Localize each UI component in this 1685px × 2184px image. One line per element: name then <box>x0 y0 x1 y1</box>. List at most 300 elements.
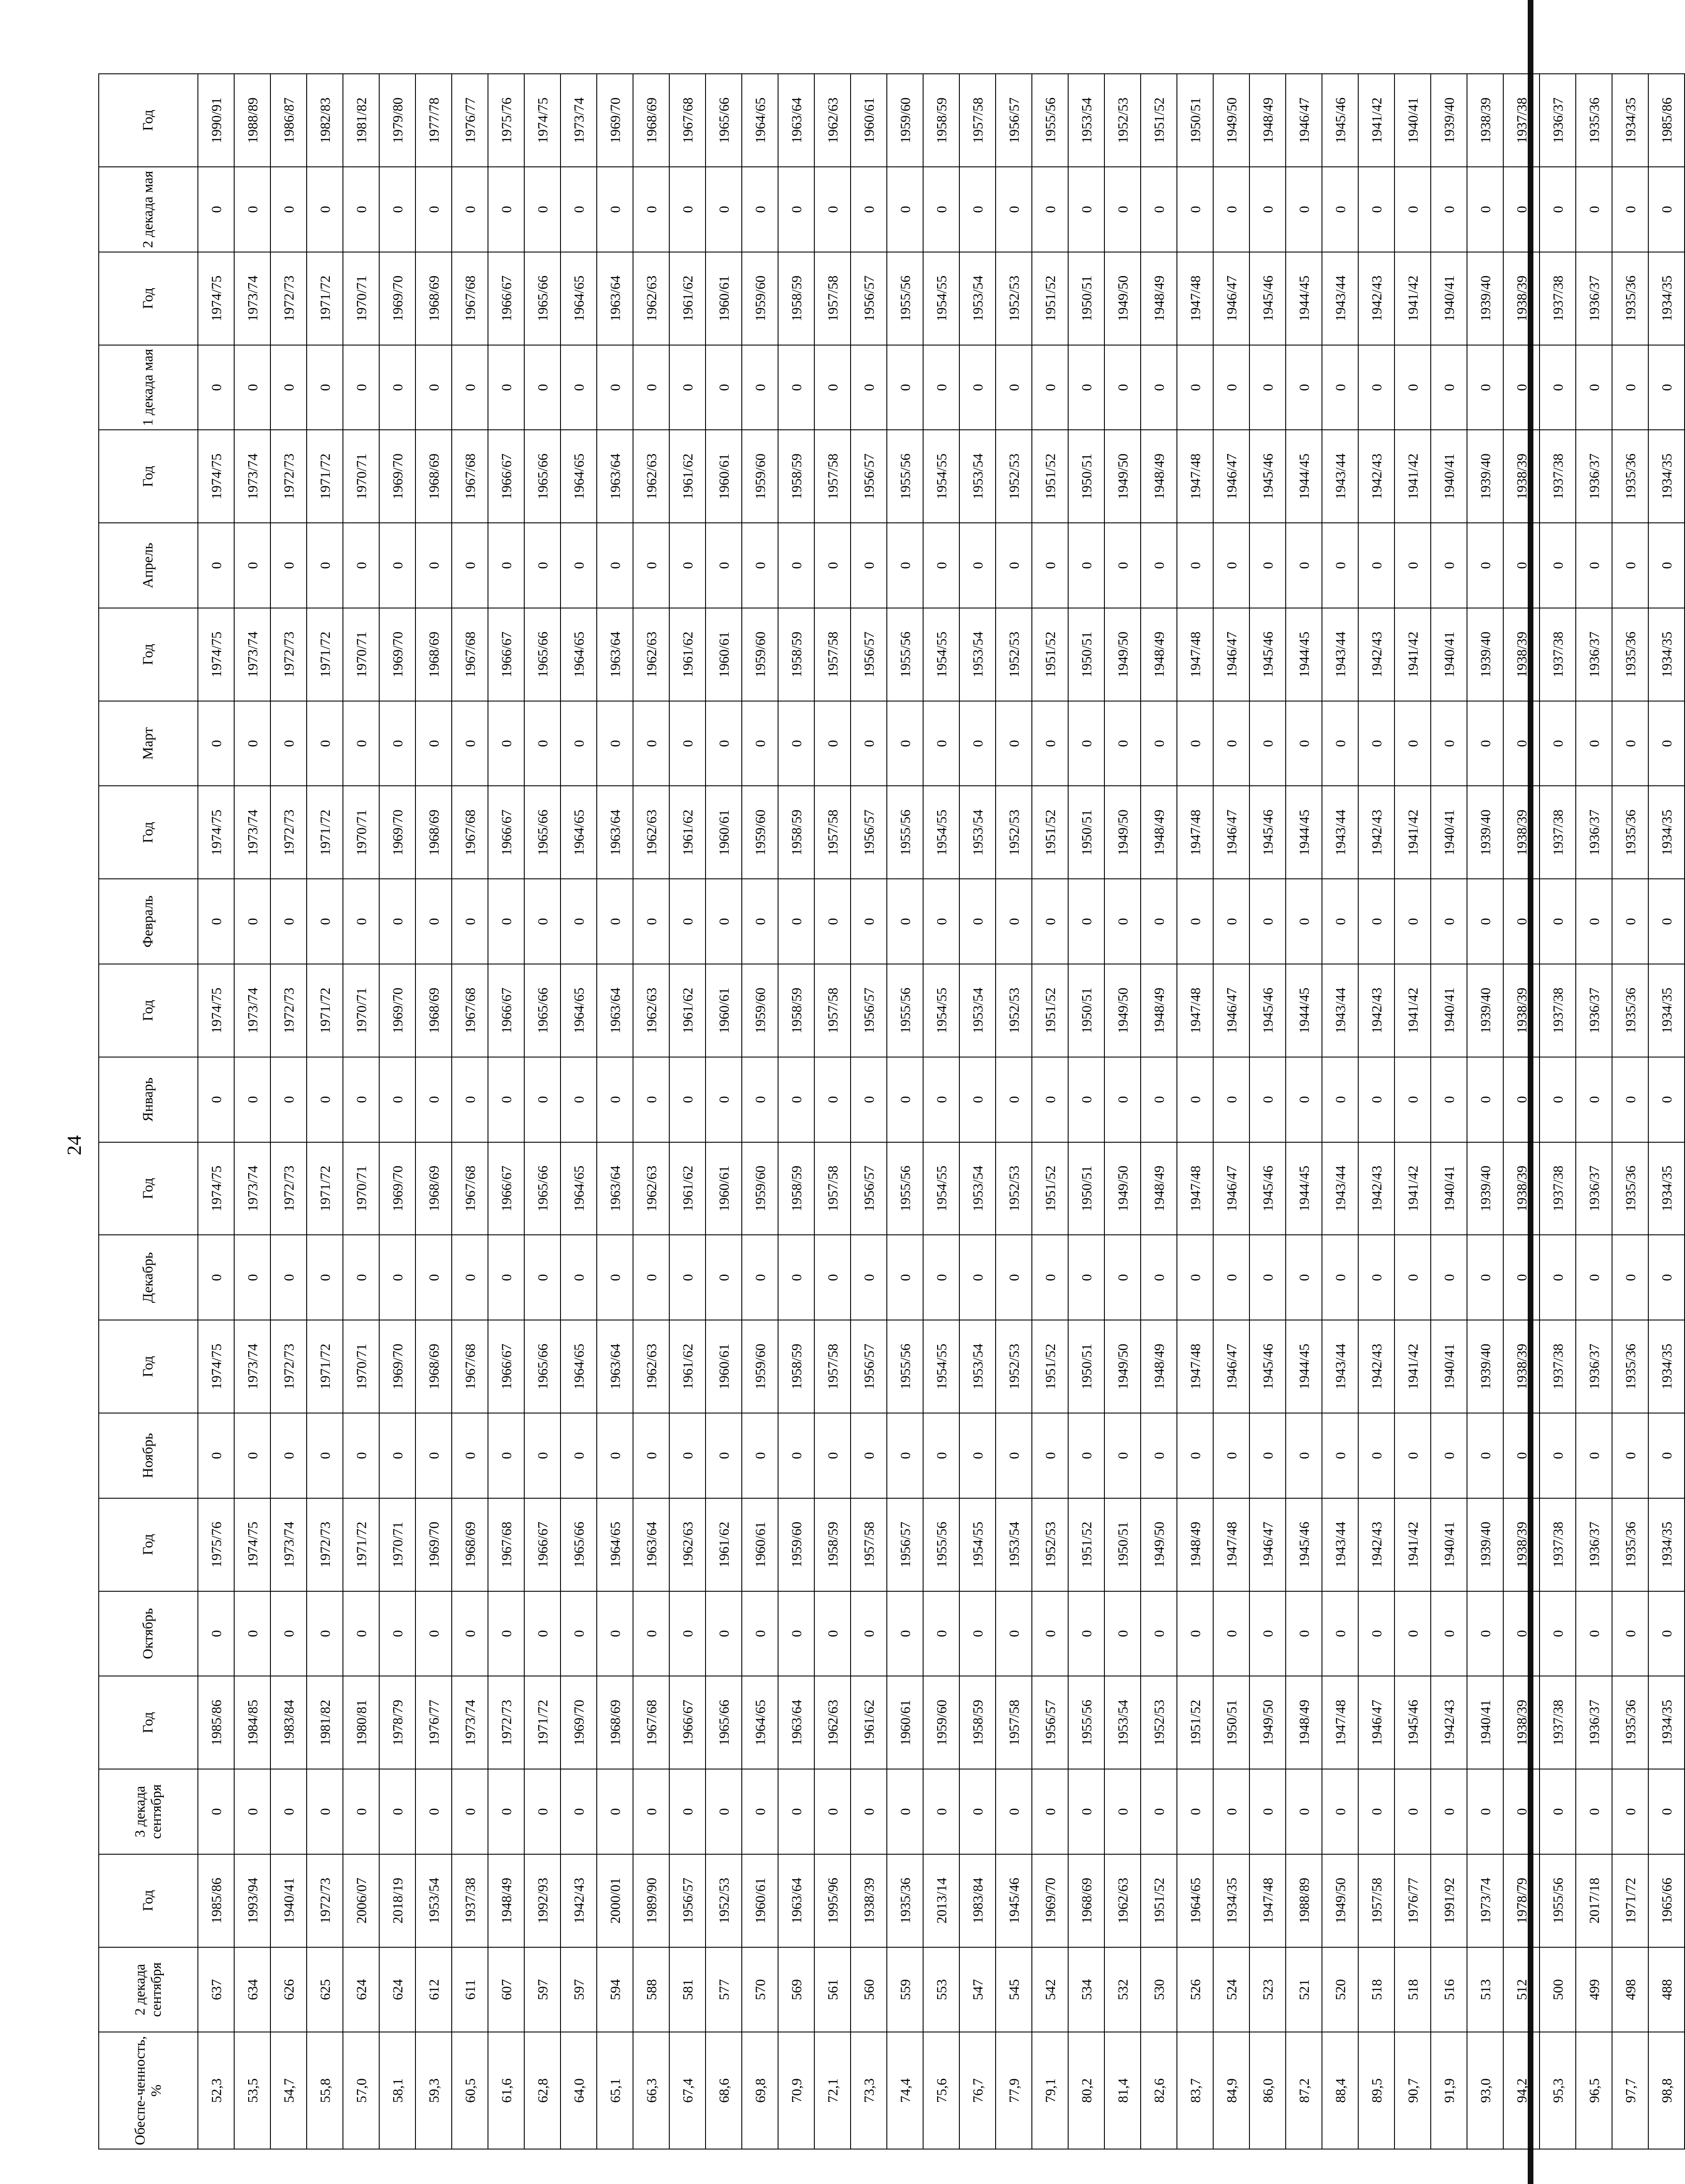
table-cell: 1944/45 <box>1286 608 1322 701</box>
table-cell: 0 <box>1249 879 1286 964</box>
table-cell: 0 <box>742 879 778 964</box>
table-cell: 1973/74 <box>234 608 270 701</box>
table-cell: 0 <box>1213 701 1249 786</box>
table-cell: 1935/36 <box>1612 964 1648 1057</box>
table-cell: 0 <box>887 345 923 430</box>
table-cell: 1939/40 <box>1467 786 1503 879</box>
table-cell: 0 <box>669 1769 706 1854</box>
table-cell: 1973/74 <box>270 1498 307 1591</box>
table-cell: 1965/66 <box>706 74 742 167</box>
table-cell: 0 <box>307 1057 343 1142</box>
table-cell: 1955/56 <box>887 252 923 345</box>
table-cell: 54,7 <box>270 2032 307 2149</box>
table-cell: 0 <box>1068 523 1104 608</box>
table-cell: 0 <box>742 1057 778 1142</box>
table-cell: 1991/92 <box>1431 1854 1467 1947</box>
column-header: Год <box>99 964 198 1057</box>
table-cell: 0 <box>742 167 778 252</box>
table-cell: 1989/90 <box>633 1854 669 1947</box>
table-cell: 0 <box>343 345 379 430</box>
table-cell: 1964/65 <box>742 74 778 167</box>
table-cell: 1965/66 <box>524 964 561 1057</box>
table-cell: 0 <box>1068 879 1104 964</box>
table-cell: 1947/48 <box>1177 608 1213 701</box>
table-cell: 0 <box>597 1235 633 1320</box>
table-cell: 0 <box>307 1235 343 1320</box>
table-cell: 1992/93 <box>524 1854 561 1947</box>
table-cell: 0 <box>270 1591 307 1676</box>
table-cell: 1971/72 <box>307 1320 343 1413</box>
table-cell: 1946/47 <box>1213 608 1249 701</box>
table-cell: 0 <box>379 523 415 608</box>
table-cell: 1952/53 <box>1032 1498 1068 1591</box>
table-cell: 1957/58 <box>959 74 996 167</box>
table-cell: 93,0 <box>1467 2032 1503 2149</box>
table-cell: 1952/53 <box>996 1320 1032 1413</box>
table-cell: 0 <box>198 1235 234 1320</box>
table-cell: 1950/51 <box>1177 74 1213 167</box>
table-cell: 1960/61 <box>706 964 742 1057</box>
table-cell: 1953/54 <box>959 252 996 345</box>
table-cell: 0 <box>1648 879 1685 964</box>
table-cell: 0 <box>851 1769 887 1854</box>
table-cell: 1953/54 <box>959 1142 996 1235</box>
table-cell: 59,3 <box>415 2032 452 2149</box>
table-cell: 0 <box>1576 167 1612 252</box>
table-cell: 1969/70 <box>1032 1854 1068 1947</box>
table-row <box>1177 74 1213 2149</box>
table-cell: 0 <box>597 701 633 786</box>
table-cell: 0 <box>778 879 814 964</box>
table-cell: 0 <box>742 701 778 786</box>
table-cell: 0 <box>1068 1591 1104 1676</box>
table-cell: 1962/63 <box>633 608 669 701</box>
table-cell: 1937/38 <box>1540 608 1576 701</box>
table-cell: 0 <box>1177 701 1213 786</box>
table-cell: 0 <box>1104 1413 1141 1498</box>
table-cell: 1968/69 <box>415 252 452 345</box>
table-cell: 1940/41 <box>1431 608 1467 701</box>
table-cell: 0 <box>706 1769 742 1854</box>
table-cell: 0 <box>524 1769 561 1854</box>
table-cell: 0 <box>887 167 923 252</box>
table-cell: 0 <box>778 1235 814 1320</box>
table-cell: 0 <box>452 1591 488 1676</box>
table-cell: 0 <box>597 1057 633 1142</box>
table-cell: 1969/70 <box>379 964 415 1057</box>
table-cell: 0 <box>1358 1235 1394 1320</box>
table-cell: 1934/35 <box>1213 1854 1249 1947</box>
table-cell: 1943/44 <box>1322 786 1358 879</box>
table-cell: 0 <box>1322 345 1358 430</box>
table-cell: 1965/66 <box>1648 1854 1685 1947</box>
table-cell: 0 <box>1394 523 1431 608</box>
table-cell: 0 <box>1104 1235 1141 1320</box>
table-cell: 0 <box>1431 167 1467 252</box>
table-cell: 1935/36 <box>1612 1498 1648 1591</box>
table-cell: 0 <box>561 1413 597 1498</box>
table-cell: 1937/38 <box>1540 1320 1576 1413</box>
table-cell: 1946/47 <box>1213 964 1249 1057</box>
table-cell: 0 <box>923 345 959 430</box>
table-row <box>1503 74 1540 2149</box>
table-cell: 0 <box>1503 1057 1540 1142</box>
table-cell: 0 <box>959 1057 996 1142</box>
table-row <box>851 74 887 2149</box>
table-cell: 1934/35 <box>1648 1320 1685 1413</box>
table-cell: 0 <box>669 1057 706 1142</box>
column-header: Январь <box>99 1057 198 1142</box>
table-cell: 1943/44 <box>1322 1320 1358 1413</box>
table-cell: 0 <box>959 701 996 786</box>
table-cell: 1960/61 <box>706 252 742 345</box>
table-cell: 0 <box>742 1591 778 1676</box>
table-cell: 1967/68 <box>452 964 488 1057</box>
table-cell: 1963/64 <box>597 1320 633 1413</box>
table-cell: 0 <box>706 523 742 608</box>
table-cell: 0 <box>597 167 633 252</box>
table-cell: 1941/42 <box>1394 786 1431 879</box>
table-cell: 1935/36 <box>1576 74 1612 167</box>
table-cell: 512 <box>1503 1947 1540 2032</box>
table-cell: 0 <box>1322 167 1358 252</box>
table-cell: 1952/53 <box>996 1142 1032 1235</box>
table-row <box>1213 74 1249 2149</box>
table-cell: 0 <box>1213 1413 1249 1498</box>
table-cell: 1959/60 <box>742 1142 778 1235</box>
table-cell: 1978/79 <box>1503 1854 1540 1947</box>
table-cell: 1934/35 <box>1648 608 1685 701</box>
table-cell: 0 <box>1213 879 1249 964</box>
table-cell: 1969/70 <box>561 1676 597 1769</box>
table-cell: 1972/73 <box>270 608 307 701</box>
table-cell: 0 <box>778 523 814 608</box>
table-cell: 0 <box>778 701 814 786</box>
table-row <box>706 74 742 2149</box>
table-cell: 624 <box>379 1947 415 2032</box>
table-cell: 1954/55 <box>923 964 959 1057</box>
table-cell: 0 <box>996 1769 1032 1854</box>
table-cell: 1944/45 <box>1286 252 1322 345</box>
table-cell: 1950/51 <box>1068 252 1104 345</box>
table-cell: 0 <box>1540 879 1576 964</box>
table-cell: 1957/58 <box>814 1142 851 1235</box>
table-cell: 1960/61 <box>706 786 742 879</box>
header-row <box>99 74 198 2149</box>
table-cell: 518 <box>1394 1947 1431 2032</box>
table-cell: 0 <box>959 345 996 430</box>
table-cell: 1956/57 <box>996 74 1032 167</box>
table-cell: 1942/43 <box>1358 1142 1394 1235</box>
table-cell: 1940/41 <box>270 1854 307 1947</box>
table-cell: 1965/66 <box>524 430 561 523</box>
table-cell: 0 <box>887 1769 923 1854</box>
table-cell: 1949/50 <box>1104 786 1141 879</box>
column-header: Год <box>99 1676 198 1769</box>
table-cell: 0 <box>379 1591 415 1676</box>
table-cell: 1970/71 <box>343 1320 379 1413</box>
table-cell: 0 <box>488 1591 524 1676</box>
table-cell: 0 <box>270 523 307 608</box>
table-cell: 1960/61 <box>706 1142 742 1235</box>
table-cell: 1937/38 <box>1540 786 1576 879</box>
table-row <box>742 74 778 2149</box>
table-cell: 1968/69 <box>452 1498 488 1591</box>
table-cell: 1953/54 <box>415 1854 452 1947</box>
table-cell: 1957/58 <box>814 608 851 701</box>
table-cell: 1974/75 <box>198 1320 234 1413</box>
column-header: Ноябрь <box>99 1413 198 1498</box>
table-cell: 1948/49 <box>1141 1142 1177 1235</box>
table-row <box>959 74 996 2149</box>
table-cell: 0 <box>1467 1235 1503 1320</box>
table-cell: 1946/47 <box>1358 1676 1394 1769</box>
table-cell: 0 <box>1322 1591 1358 1676</box>
table-cell: 0 <box>1576 1769 1612 1854</box>
table-cell: 0 <box>379 1235 415 1320</box>
column-header: Год <box>99 252 198 345</box>
table-cell: 1956/57 <box>851 252 887 345</box>
table-cell: 1934/35 <box>1648 786 1685 879</box>
table-cell: 1950/51 <box>1104 1498 1141 1591</box>
table-cell: 0 <box>1394 1413 1431 1498</box>
table-cell: 1939/40 <box>1467 1320 1503 1413</box>
table-cell: 559 <box>887 1947 923 2032</box>
table-cell: 530 <box>1141 1947 1177 2032</box>
table-row <box>887 74 923 2149</box>
table-cell: 0 <box>597 345 633 430</box>
table-cell: 0 <box>415 345 452 430</box>
table-cell: 1935/36 <box>1612 1142 1648 1235</box>
table-cell: 624 <box>343 1947 379 2032</box>
table-cell: 1941/42 <box>1394 430 1431 523</box>
table-cell: 0 <box>706 879 742 964</box>
table-cell: 0 <box>996 345 1032 430</box>
table-cell: 1955/56 <box>1032 74 1068 167</box>
table-cell: 0 <box>1177 879 1213 964</box>
table-row <box>1467 74 1503 2149</box>
table-cell: 1981/82 <box>307 1676 343 1769</box>
table-cell: 0 <box>488 879 524 964</box>
table-cell: 1985/86 <box>198 1676 234 1769</box>
table-cell: 0 <box>307 1591 343 1676</box>
table-cell: 611 <box>452 1947 488 2032</box>
table-cell: 1936/37 <box>1576 430 1612 523</box>
table-cell: 1935/36 <box>887 1854 923 1947</box>
table-cell: 0 <box>959 523 996 608</box>
table-cell: 0 <box>669 1591 706 1676</box>
table-cell: 520 <box>1322 1947 1358 2032</box>
table-cell: 0 <box>234 1413 270 1498</box>
table-cell: 0 <box>1249 1235 1286 1320</box>
table-cell: 0 <box>1431 701 1467 786</box>
table-cell: 0 <box>1286 345 1322 430</box>
table-cell: 1952/53 <box>706 1854 742 1947</box>
table-cell: 0 <box>1612 345 1648 430</box>
table-cell: 0 <box>959 167 996 252</box>
table-cell: 0 <box>1141 1235 1177 1320</box>
table-row <box>343 74 379 2149</box>
table-cell: 0 <box>597 523 633 608</box>
table-cell: 1936/37 <box>1540 74 1576 167</box>
table-cell: 0 <box>1068 1413 1104 1498</box>
table-cell: 0 <box>1503 167 1540 252</box>
table-cell: 1976/77 <box>452 74 488 167</box>
table-cell: 0 <box>1213 167 1249 252</box>
table-cell: 0 <box>1467 1057 1503 1142</box>
table-cell: 0 <box>488 1413 524 1498</box>
table-cell: 0 <box>415 167 452 252</box>
table-cell: 0 <box>1612 1235 1648 1320</box>
table-cell: 1950/51 <box>1068 430 1104 523</box>
table-cell: 1957/58 <box>814 786 851 879</box>
table-cell: 1971/72 <box>343 1498 379 1591</box>
table-cell: 1970/71 <box>343 964 379 1057</box>
table-cell: 1967/68 <box>452 1320 488 1413</box>
table-cell: 521 <box>1286 1947 1322 2032</box>
table-cell: 1953/54 <box>959 786 996 879</box>
table-cell: 0 <box>307 167 343 252</box>
table-cell: 1934/35 <box>1612 74 1648 167</box>
table-cell: 1947/48 <box>1177 964 1213 1057</box>
table-cell: 0 <box>488 167 524 252</box>
table-cell: 0 <box>270 345 307 430</box>
table-cell: 1963/64 <box>778 1676 814 1769</box>
table-cell: 1976/77 <box>1394 1854 1431 1947</box>
table-cell: 0 <box>379 167 415 252</box>
table-cell: 0 <box>270 1235 307 1320</box>
table-row <box>1358 74 1394 2149</box>
table-row <box>1141 74 1177 2149</box>
table-cell: 1947/48 <box>1177 430 1213 523</box>
table-cell: 0 <box>343 1057 379 1142</box>
table-cell: 1970/71 <box>343 1142 379 1235</box>
table-cell: 0 <box>1358 1413 1394 1498</box>
table-cell: 0 <box>1358 1769 1394 1854</box>
table-cell: 0 <box>669 1235 706 1320</box>
table-cell: 0 <box>1358 879 1394 964</box>
table-cell: 1958/59 <box>814 1498 851 1591</box>
table-cell: 0 <box>669 701 706 786</box>
table-cell: 0 <box>1177 167 1213 252</box>
table-cell: 1972/73 <box>270 252 307 345</box>
table-cell: 1939/40 <box>1431 74 1467 167</box>
table-cell: 0 <box>1540 345 1576 430</box>
table-cell: 1958/59 <box>778 430 814 523</box>
table-cell: 0 <box>706 1235 742 1320</box>
table-row <box>996 74 1032 2149</box>
table-cell: 0 <box>561 167 597 252</box>
table-cell: 499 <box>1576 1947 1612 2032</box>
column-header: Год <box>99 608 198 701</box>
table-cell: 1955/56 <box>887 430 923 523</box>
rotated-table-wrapper <box>98 73 1675 2149</box>
table-cell: 1948/49 <box>1177 1498 1213 1591</box>
column-header: Год <box>99 74 198 167</box>
table-cell: 0 <box>1467 1769 1503 1854</box>
table-cell: 1960/61 <box>706 430 742 523</box>
table-cell: 561 <box>814 1947 851 2032</box>
table-cell: 0 <box>669 879 706 964</box>
table-cell: 1946/47 <box>1249 1498 1286 1591</box>
table-cell: 0 <box>1141 879 1177 964</box>
column-header: Обеспе-ченность, % <box>99 2032 198 2149</box>
table-cell: 0 <box>851 701 887 786</box>
table-cell: 1961/62 <box>669 252 706 345</box>
table-cell: 1959/60 <box>742 786 778 879</box>
table-cell: 1967/68 <box>633 1676 669 1769</box>
table-cell: 0 <box>814 1235 851 1320</box>
table-cell: 1956/57 <box>851 964 887 1057</box>
table-cell: 597 <box>524 1947 561 2032</box>
table-cell: 0 <box>923 167 959 252</box>
table-cell: 1960/61 <box>887 1676 923 1769</box>
table-cell: 1951/52 <box>1032 608 1068 701</box>
table-row <box>307 74 343 2149</box>
table-cell: 0 <box>1540 1235 1576 1320</box>
table-row <box>415 74 452 2149</box>
table-cell: 1982/83 <box>307 74 343 167</box>
table-cell: 1957/58 <box>814 964 851 1057</box>
table-cell: 1954/55 <box>923 1142 959 1235</box>
table-cell: 0 <box>379 1057 415 1142</box>
table-cell: 0 <box>198 701 234 786</box>
table-cell: 1947/48 <box>1177 786 1213 879</box>
column-header: Год <box>99 1142 198 1235</box>
table-cell: 1945/46 <box>996 1854 1032 1947</box>
table-cell: 0 <box>1177 523 1213 608</box>
table-cell: 52,3 <box>198 2032 234 2149</box>
table-cell: 1956/57 <box>1032 1676 1068 1769</box>
table-cell: 1976/77 <box>415 1676 452 1769</box>
table-cell: 0 <box>198 1769 234 1854</box>
table-cell: 0 <box>633 1235 669 1320</box>
table-cell: 74,4 <box>887 2032 923 2149</box>
table-cell: 0 <box>1286 167 1322 252</box>
table-cell: 0 <box>1104 701 1141 786</box>
table-cell: 1986/87 <box>270 74 307 167</box>
table-cell: 1975/76 <box>198 1498 234 1591</box>
table-cell: 1952/53 <box>996 608 1032 701</box>
table-row <box>379 74 415 2149</box>
table-cell: 0 <box>814 523 851 608</box>
table-cell: 0 <box>1503 1591 1540 1676</box>
table-cell: 542 <box>1032 1947 1068 2032</box>
table-cell: 1938/39 <box>851 1854 887 1947</box>
table-cell: 0 <box>1104 345 1141 430</box>
table-cell: 1972/73 <box>488 1676 524 1769</box>
table-cell: 0 <box>814 1769 851 1854</box>
table-cell: 1973/74 <box>234 964 270 1057</box>
table-cell: 1954/55 <box>923 1320 959 1413</box>
table-cell: 1974/75 <box>198 964 234 1057</box>
table-cell: 1943/44 <box>1322 608 1358 701</box>
table-cell: 0 <box>1141 1413 1177 1498</box>
table-cell: 0 <box>1286 1769 1322 1854</box>
table-cell: 1962/63 <box>633 430 669 523</box>
table-row <box>633 74 669 2149</box>
table-cell: 1949/50 <box>1104 964 1141 1057</box>
table-cell: 0 <box>887 701 923 786</box>
table-cell: 0 <box>1431 1235 1467 1320</box>
table-cell: 1964/65 <box>561 1142 597 1235</box>
table-cell: 0 <box>561 701 597 786</box>
table-cell: 0 <box>923 1235 959 1320</box>
table-cell: 0 <box>415 1057 452 1142</box>
table-cell: 532 <box>1104 1947 1141 2032</box>
table-cell: 1942/43 <box>1358 1320 1394 1413</box>
table-cell: 1950/51 <box>1068 786 1104 879</box>
